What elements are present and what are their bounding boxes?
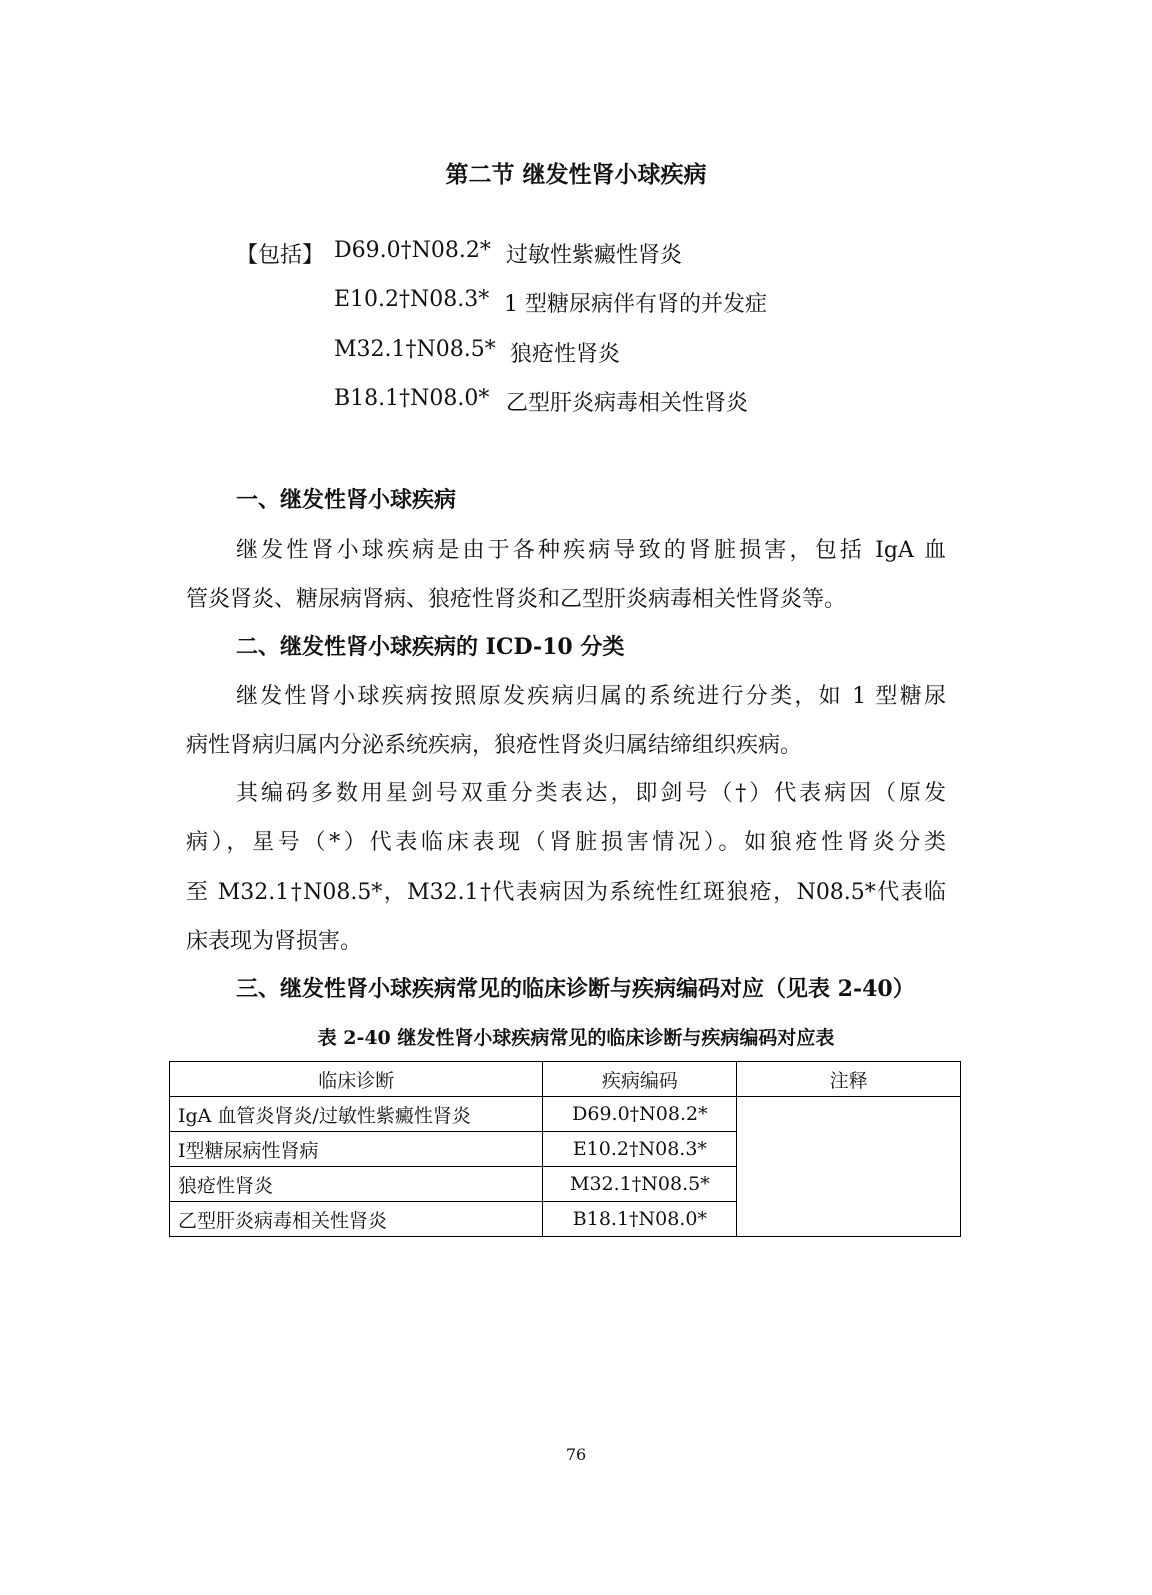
- code-cell: M32.1†N08.5*: [543, 1167, 737, 1202]
- code-cell: D69.0†N08.2*: [543, 1097, 737, 1132]
- header-code: 疾病编码: [543, 1062, 737, 1097]
- include-code: D69.0†N08.2*: [334, 238, 491, 263]
- section-title: 第二节 继发性肾小球疾病: [445, 161, 707, 188]
- paragraph-line: 床表现为肾损害。: [186, 929, 363, 954]
- include-desc: 过敏性紫癜性肾炎: [506, 243, 683, 268]
- header-notes: 注释: [737, 1062, 961, 1097]
- diagnosis-cell: I型糖尿病性肾病: [170, 1132, 543, 1167]
- diagnosis-cell: 乙型肝炎病毒相关性肾炎: [170, 1202, 543, 1237]
- paragraph-line: 其编码多数用星剑号双重分类表达，即剑号（†）代表病因（原发: [236, 781, 946, 806]
- page-number: 76: [565, 1445, 587, 1464]
- include-desc: 狼疮性肾炎: [510, 342, 621, 367]
- header-diagnosis: 临床诊断: [170, 1062, 543, 1097]
- table-row: [170, 1097, 961, 1132]
- paragraph-line: 继发性肾小球疾病按照原发疾病归属的系统进行分类，如 1 型糖尿: [236, 684, 946, 709]
- include-code: B18.1†N08.0*: [334, 386, 490, 411]
- paragraph-line: 至 M32.1†N08.5*，M32.1†代表病因为系统性红斑狼疮，N08.5*代表临: [186, 880, 946, 905]
- notes-cell: [737, 1097, 961, 1237]
- table-header-row: [170, 1062, 961, 1097]
- paragraph-line: 病性肾病归属内分泌系统疾病，狼疮性肾炎归属结缔组织疾病。: [186, 733, 803, 758]
- includes-label: 【包括】: [236, 243, 325, 268]
- code-cell: B18.1†N08.0*: [543, 1202, 737, 1237]
- paragraph-line: 病），星号（*）代表临床表现（肾脏损害情况）。如狼疮性肾炎分类: [186, 830, 946, 855]
- diagnosis-cell: IgA 血管炎肾炎/过敏性紫癜性肾炎: [170, 1097, 543, 1132]
- section-heading: 二、继发性肾小球疾病的 ICD-10 分类: [236, 634, 625, 660]
- include-code: E10.2†N08.3*: [334, 287, 490, 312]
- table-caption: 表 2-40 继发性肾小球疾病常见的临床诊断与疾病编码对应表: [317, 1027, 835, 1049]
- section-heading: 一、继发性肾小球疾病: [236, 487, 457, 513]
- section-heading: 三、继发性肾小球疾病常见的临床诊断与疾病编码对应（见表 2-40）: [236, 976, 915, 1002]
- diagnosis-cell: 狼疮性肾炎: [170, 1167, 543, 1202]
- diagnosis-code-table: [169, 1061, 961, 1237]
- paragraph-line: 继发性肾小球疾病是由于各种疾病导致的肾脏损害，包括 IgA 血: [236, 538, 946, 563]
- paragraph-line: 管炎肾炎、糖尿病肾病、狼疮性肾炎和乙型肝炎病毒相关性肾炎等。: [186, 587, 847, 612]
- include-desc: 1 型糖尿病伴有肾的并发症: [504, 292, 767, 317]
- code-cell: E10.2†N08.3*: [543, 1132, 737, 1167]
- include-desc: 乙型肝炎病毒相关性肾炎: [506, 391, 749, 416]
- include-code: M32.1†N08.5*: [334, 337, 496, 362]
